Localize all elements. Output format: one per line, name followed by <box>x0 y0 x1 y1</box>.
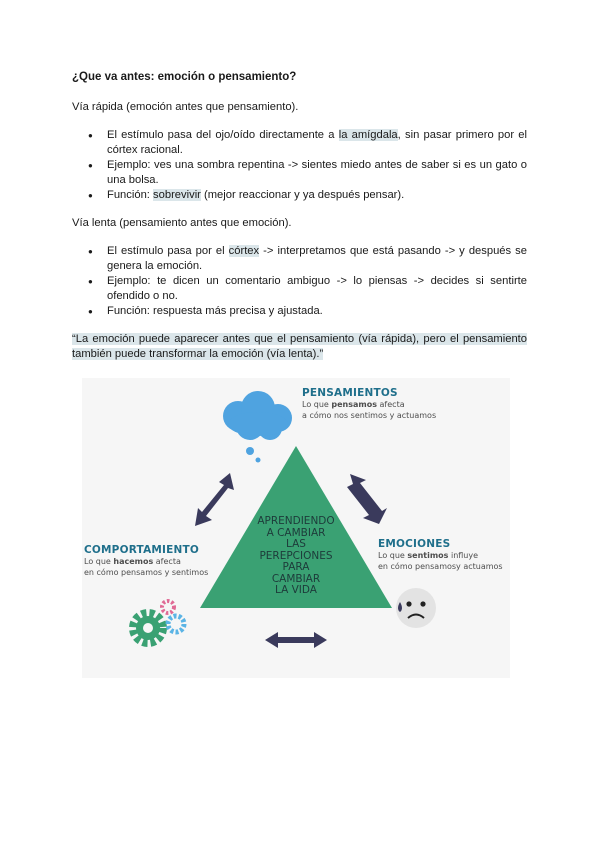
fast-path-list <box>72 128 527 203</box>
comportamiento-label: COMPORTAMIENTO Lo que hacemos afecta en cómo pensamos y sentimos <box>84 544 209 577</box>
slow-path-heading: Vía lenta (pensamiento antes que emoción). <box>72 217 292 229</box>
quote-block <box>72 332 527 362</box>
document-body <box>72 70 527 378</box>
list-item: ● El estímulo pasa del ojo/oído directamente a la amígdala, sin pasar primero por el córtex racional. <box>107 128 527 158</box>
triangle-center-text: APRENDIENDO A CAMBIAR LAS PEREPCIONES PARA CAMBIAR LA VIDA <box>257 515 335 596</box>
double-arrow-right <box>347 474 387 524</box>
double-arrow-bottom <box>265 632 327 648</box>
list-item: ● Función: respuesta más precisa y ajustada. <box>107 304 527 319</box>
gears-icon <box>133 601 184 643</box>
list-item: ● El estímulo pasa por el córtex -> interpretamos que está pasando -> y después se genera la emoción. <box>107 244 527 274</box>
list-item: ● Ejemplo: te dicen un comentario ambiguo -> lo piensas -> decides si sentirte ofendido o no. <box>107 274 527 304</box>
highlight-sobrevivir: sobrevivir <box>153 189 201 201</box>
fast-path-heading: Vía rápida (emoción antes que pensamiento). <box>72 101 299 113</box>
sad-face-icon <box>396 588 436 628</box>
list-item: ● Ejemplo: ves una sombra repentina -> sientes miedo antes de saber si es un gato o una bolsa. <box>107 158 527 188</box>
highlight-amigdala: la amígdala <box>338 129 398 141</box>
cbt-triangle-figure <box>82 378 510 678</box>
list-item: ● Función: sobrevivir (mejor reaccionar y ya después pensar). <box>107 188 527 203</box>
document-title: ¿Que va antes: emoción o pensamiento? <box>72 71 297 83</box>
quote-text: “La emoción puede aparecer antes que el pensamiento (vía rápida), pero el pensamiento también puede transformar la emoción (vía lenta).” <box>72 333 527 360</box>
pensamientos-label: PENSAMIENTOS Lo que pensamos afecta a cómo nos sentimos y actuamos <box>302 387 437 420</box>
emociones-label: EMOCIONES Lo que sentimos influye en cómo pensamosy actuamos <box>378 538 503 571</box>
slow-path-list <box>72 244 527 319</box>
double-arrow-left <box>195 473 234 526</box>
cloud-icon <box>223 391 292 463</box>
highlight-cortex: córtex <box>228 245 260 257</box>
